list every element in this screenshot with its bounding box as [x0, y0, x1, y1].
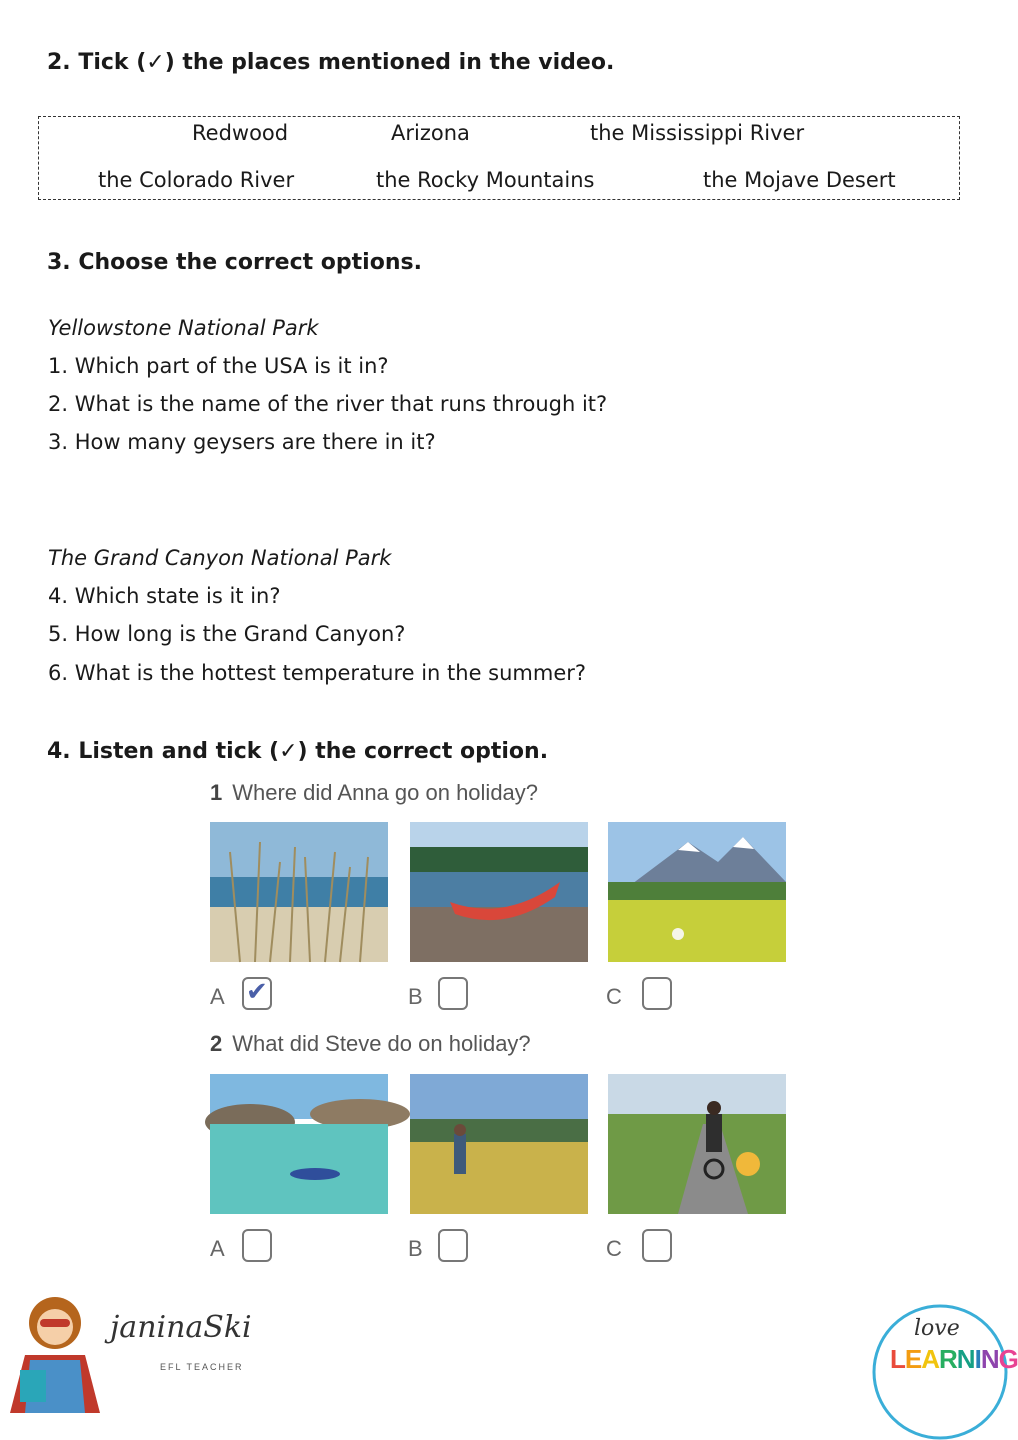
question-5: 5. How long is the Grand Canyon? — [48, 622, 406, 646]
question-number: 2 — [210, 1031, 223, 1056]
q1-option-a-checkbox[interactable] — [242, 977, 272, 1010]
teacher-avatar — [0, 1285, 110, 1413]
photo-cycling — [608, 1074, 786, 1214]
question-text: Where did Anna go on holiday? — [232, 780, 539, 805]
section4-heading: 4. Listen and tick (✓) the correct option. — [47, 739, 549, 764]
q1-option-c-label: C — [606, 984, 622, 1009]
learning-letter: A — [921, 1344, 940, 1374]
love-learning-logo — [868, 1300, 1018, 1413]
question-4: 4. Which state is it in? — [48, 584, 281, 608]
photo-mountain-meadow — [608, 822, 786, 962]
place-arizona: Arizona — [391, 121, 470, 145]
section3-heading: 3. Choose the correct options. — [47, 250, 422, 275]
learning-letter: R — [939, 1344, 957, 1374]
photo-beach — [210, 822, 388, 962]
teacher-logo-subtitle: EFL TEACHER — [160, 1362, 244, 1372]
question-number: 1 — [210, 780, 223, 805]
park1-title: Yellowstone National Park — [48, 316, 319, 340]
learning-letter: N — [956, 1344, 975, 1374]
q2-option-c-label: C — [606, 1236, 622, 1261]
learning-letter: I — [974, 1344, 981, 1374]
q2-option-b-label: B — [408, 1236, 423, 1261]
listening-question-2 — [210, 1031, 531, 1057]
listening-question-1 — [210, 780, 538, 806]
place-rocky-mountains: the Rocky Mountains — [376, 168, 595, 192]
photo-snorkelling — [210, 1074, 388, 1214]
question-text: What did Steve do on holiday? — [232, 1031, 531, 1056]
question-1: 1. Which part of the USA is it in? — [48, 354, 389, 378]
photo-canoe-lake — [410, 822, 588, 962]
place-mississippi: the Mississippi River — [590, 121, 805, 145]
learning-letter: N — [980, 1344, 999, 1374]
place-redwood: Redwood — [192, 121, 289, 145]
learning-letter: L — [890, 1344, 905, 1374]
love-text: love — [914, 1316, 960, 1341]
section2-heading: 2. Tick (✓) the places mentioned in the video. — [47, 50, 615, 75]
question-6: 6. What is the hottest temperature in the summer? — [48, 661, 587, 685]
place-mojave: the Mojave Desert — [703, 168, 896, 192]
q1-option-c-checkbox[interactable] — [642, 977, 672, 1010]
question-2: 2. What is the name of the river that runs through it? — [48, 392, 608, 416]
q2-option-a-checkbox[interactable] — [242, 1229, 272, 1262]
q1-option-a-label: A — [210, 984, 225, 1009]
photo-hiking — [410, 1074, 588, 1214]
learning-text — [890, 1344, 1018, 1375]
q1-option-b-checkbox[interactable] — [438, 977, 468, 1010]
learning-letter: G — [998, 1344, 1018, 1374]
learning-letter: E — [904, 1344, 922, 1374]
q2-option-a-label: A — [210, 1236, 225, 1261]
park2-title: The Grand Canyon National Park — [48, 546, 392, 570]
places-word-box — [38, 116, 960, 200]
q2-option-b-checkbox[interactable] — [438, 1229, 468, 1262]
q2-option-c-checkbox[interactable] — [642, 1229, 672, 1262]
teacher-logo-name: janinaSki — [110, 1310, 252, 1345]
place-colorado: the Colorado River — [98, 168, 295, 192]
q1-option-b-label: B — [408, 984, 423, 1009]
question-3: 3. How many geysers are there in it? — [48, 430, 436, 454]
check-mark-icon: ✔ — [246, 977, 268, 1007]
